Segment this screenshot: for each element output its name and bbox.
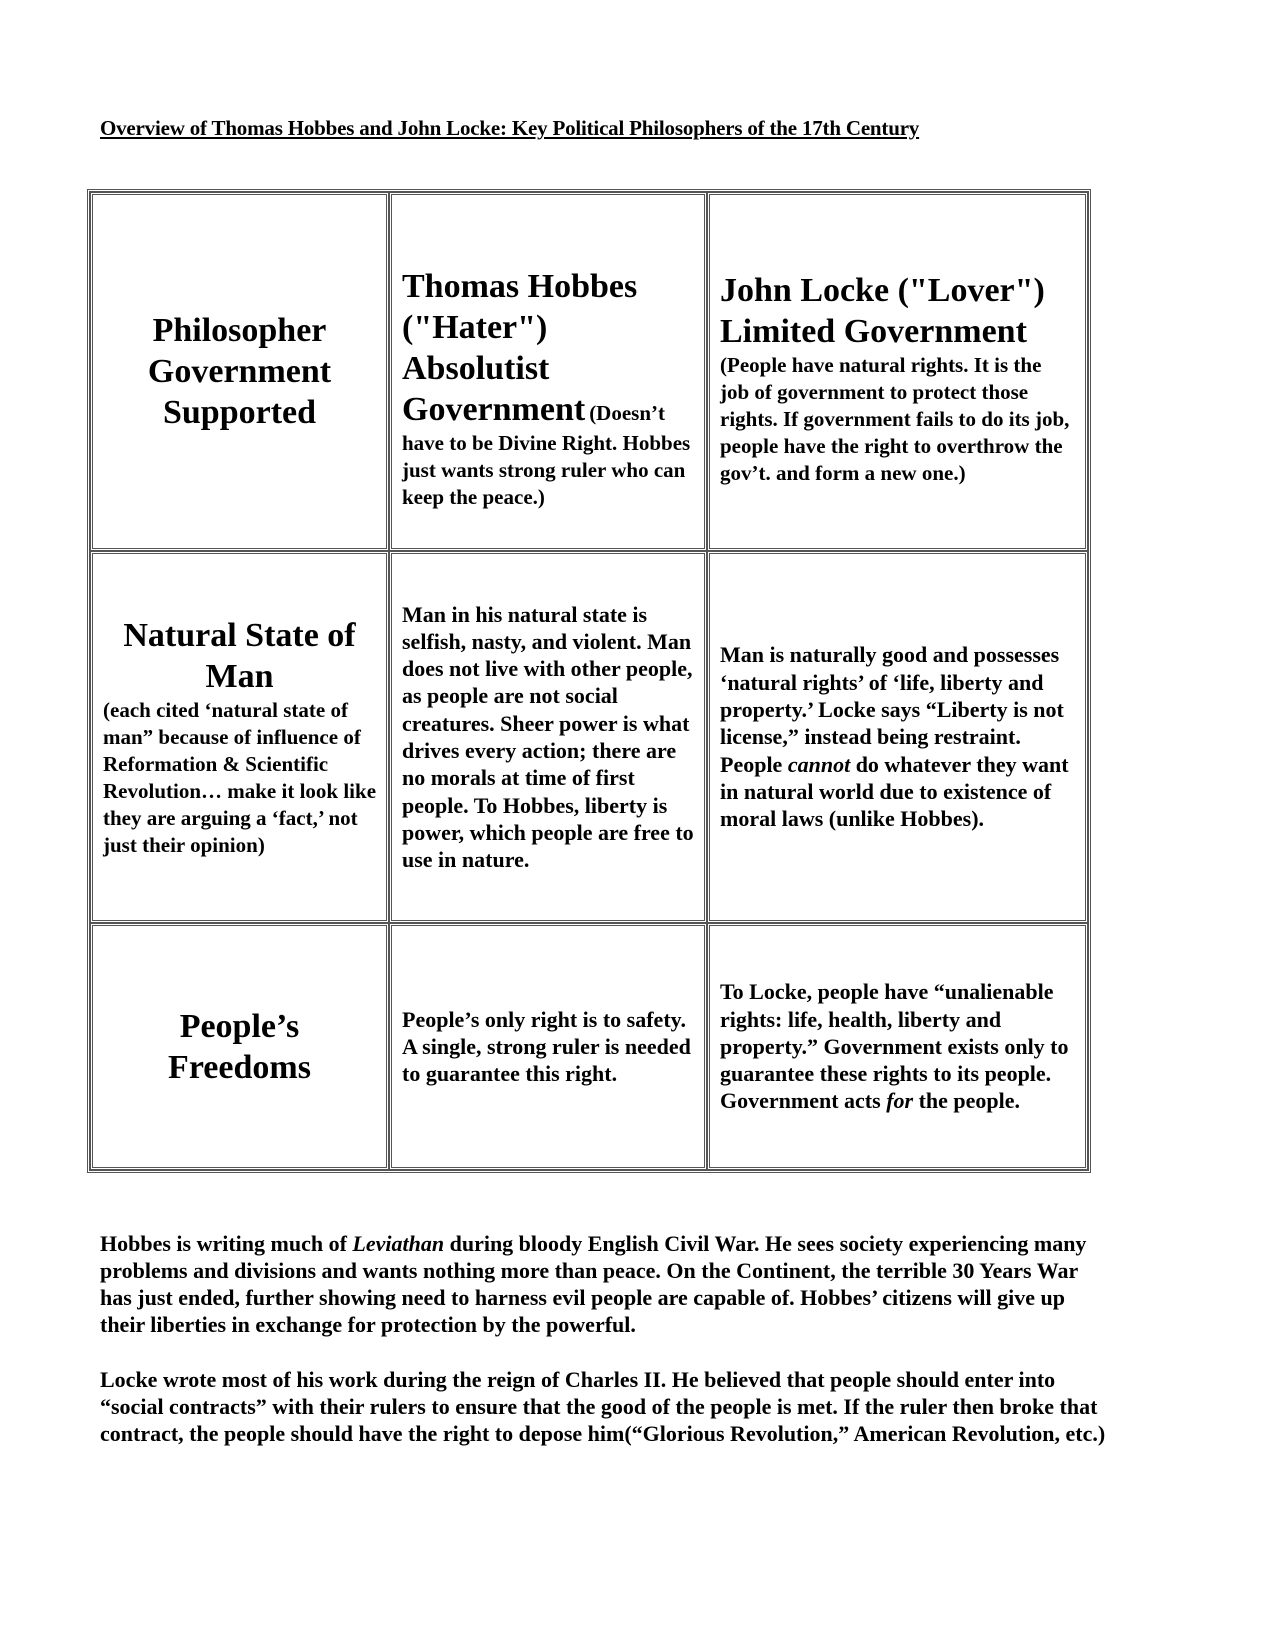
row-label-freedoms [90, 923, 389, 1170]
hobbes-freedoms-cell [389, 923, 707, 1170]
text-run: Hobbes is writing much of [100, 1231, 353, 1256]
row-label-natural-state [90, 551, 389, 923]
comparison-table [87, 189, 1091, 1173]
text-run: To Locke, people have “unalienable rights: life, health, liberty and property.” Government exists only to guarantee these rights to its people. Government acts [720, 979, 1069, 1114]
hobbes-note-start: (Doesn’t [589, 401, 666, 425]
hobbes-note: have to be Divine Right. Hobbes just wants strong ruler who can keep the peace.) [402, 431, 691, 509]
hobbes-freedoms-text: People’s only right is to safety. A single, strong ruler is needed to guarantee this right. [402, 1006, 691, 1087]
row-label-government [90, 192, 389, 551]
emphasis-cannot: cannot [787, 751, 851, 777]
hobbes-header-cell [389, 192, 707, 551]
row-heading-natural-state: Natural State of Man [123, 617, 356, 695]
text-run: the people. [913, 1088, 1021, 1114]
text-run: Man is naturally good and possesses ‘natural rights’ of ‘life, liberty and property.’ Locke says “Liberty is not license,” instead being restraint. People [720, 642, 1064, 777]
text-run: during bloody English Civil War. He sees society experiencing many problems and divisions and wants nothing more than peace. On the Continent, the terrible 30 Years War has just ended, further showing need to harness evil people are capable of. Hobbes’ citizens will give up their liberties in exchange for protection by the powerful. [100, 1231, 1087, 1337]
locke-note: (People have natural rights. It is the job of government to protect those rights. If government fails to do its job, people have the right to overthrow the gov’t. and form a new one.) [720, 353, 1070, 485]
row-heading-freedoms: People’s Freedoms [168, 1007, 311, 1086]
hobbes-context-paragraph [100, 1230, 1110, 1338]
locke-natural-state-text [720, 641, 1075, 832]
text-run: do whatever they want in natural world due to existence of moral laws (unlike Hobbes). [720, 751, 1069, 832]
book-title-leviathan: Leviathan [352, 1231, 445, 1256]
locke-natural-state-cell [707, 551, 1088, 923]
locke-freedoms-text [720, 978, 1075, 1114]
emphasis-for: for [886, 1088, 914, 1114]
locke-freedoms-cell [707, 923, 1088, 1170]
hobbes-natural-state-text: Man in his natural state is selfish, nasty, and violent. Man does not live with other people, as people are not social creatures. Sheer power is what drives every action; there are no morals at time of first people. To Hobbes, liberty is power, which people are free to use in nature. [402, 601, 694, 873]
hobbes-header-text [402, 266, 694, 511]
hobbes-natural-state-cell [389, 551, 707, 923]
row-heading-government: Philosopher Government Supported [147, 312, 332, 431]
locke-header-cell [707, 192, 1088, 551]
row-note-natural-state: (each cited ‘natural state of man” because of influence of Reformation & Scientific Revolution… make it look like they are arguing a ‘fact,’ not just their opinion) [103, 698, 377, 857]
document-title: Overview of Thomas Hobbes and John Locke: Key Political Philosophers of the 17th Century [100, 116, 920, 140]
locke-context-paragraph: Locke wrote most of his work during the reign of Charles II. He believed that people should enter into “social contracts” with their rulers to ensure that the good of the people is met. If the ruler then broke that contract, the people should have the right to depose him(“Glorious Revolution,” American Revolution, etc.) [100, 1367, 1106, 1446]
hobbes-heading: Thomas Hobbes ("Hater") Absolutist Government [402, 268, 638, 428]
locke-heading: John Locke ("Lover") Limited Government [720, 272, 1045, 350]
